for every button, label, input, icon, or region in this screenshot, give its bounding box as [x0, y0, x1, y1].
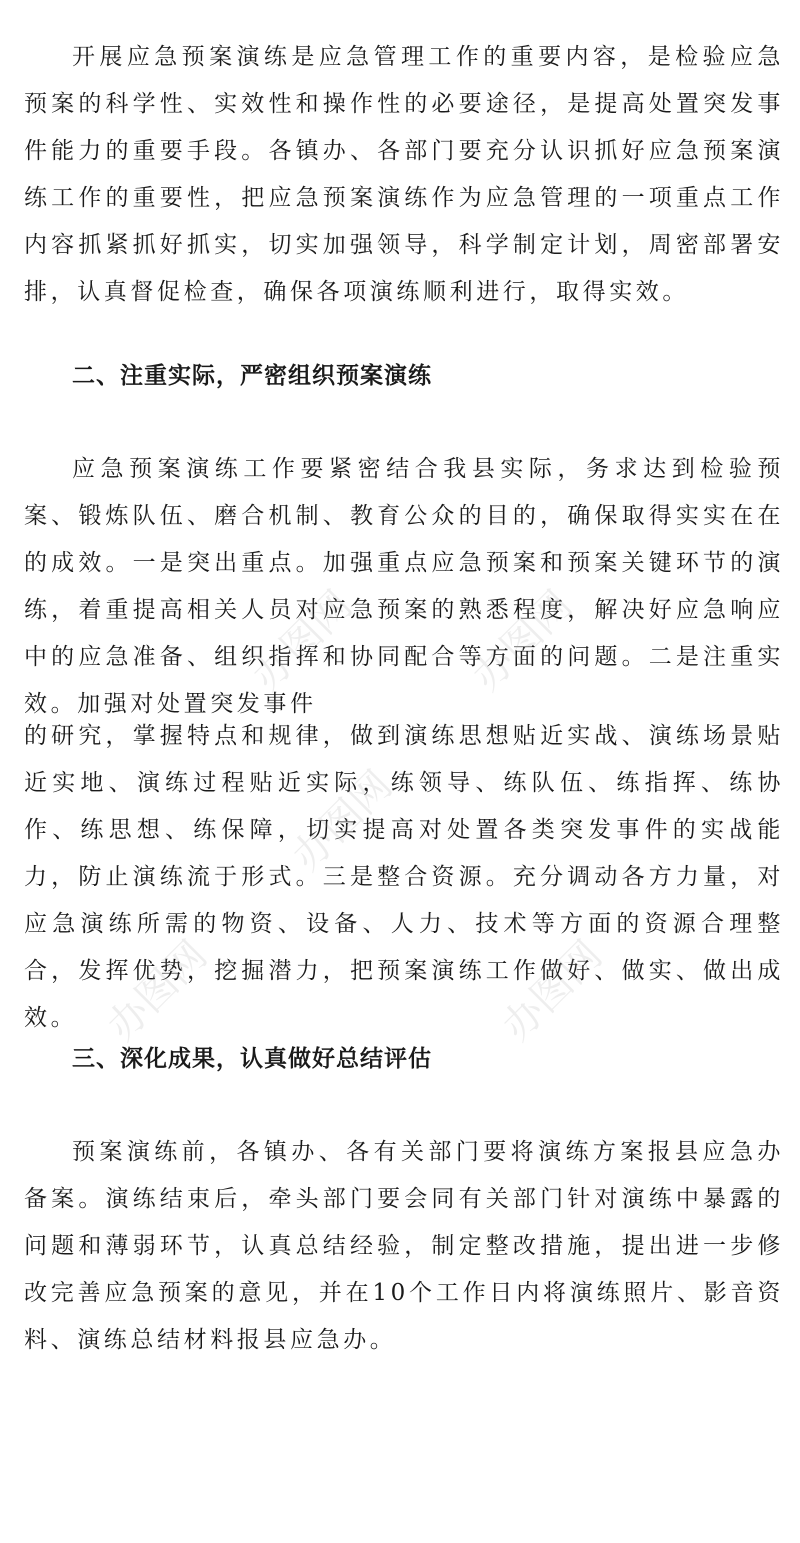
watermark-text: 办图网 — [243, 582, 362, 700]
section-heading-2: 二、注重实际，严密组织预案演练 — [72, 363, 432, 389]
watermark-text: 办图网 — [283, 762, 402, 880]
watermark-text: 办图网 — [463, 582, 582, 700]
watermark-text: 办图网 — [493, 932, 612, 1050]
paragraph-2-part-1: 应急预案演练工作要紧密结合我县实际，务求达到检验预案、锻炼队伍、磨合机制、教育公众的目的，确保取得实实在在的成效。一是突出重点。加强重点应急预案和预案关键环节的演练，着重提高相关人员对应急预案的熟悉程度，解决好应急响应中的应急准备、组织指挥和协同配合等方面的问题。二是注重实效。加强对处置突发事件 — [24, 456, 784, 717]
section-heading-3: 三、深化成果，认真做好总结评估 — [72, 1046, 432, 1072]
paragraph-3: 预案演练前，各镇办、各有关部门要将演练方案报县应急办备案。演练结束后，牵头部门要会同有关部门针对演练中暴露的问题和薄弱环节，认真总结经验，制定整改措施，提出进一步修改完善应急预案的意见，并在10个工作日内将演练照片、影音资料、演练总结材料报县应急办。 — [24, 1139, 784, 1353]
paragraph-1: 开展应急预案演练是应急管理工作的重要内容，是检验应急预案的科学性、实效性和操作性的必要途径，是提高处置突发事件能力的重要手段。各镇办、各部门要充分认识抓好应急预案演练工作的重要性，把应急预案演练作为应急管理的一项重点工作内容抓紧抓好抓实，切实加强领导，科学制定计划，周密部署安排，认真督促检查，确保各项演练顺利进行，取得实效。 — [24, 44, 784, 305]
watermark-text: 办图网 — [98, 932, 217, 1050]
paragraph-2-part-2: 的研究，掌握特点和规律，做到演练思想贴近实战、演练场景贴近实地、演练过程贴近实际，练领导、练队伍、练指挥、练协作、练思想、练保障，切实提高对处置各类突发事件的实战能力，防止演练流于形式。三是整合资源。充分调动各方力量，对应急演练所需的物资、设备、人力、技术等方面的资源合理整合，发挥优势，挖掘潜力，把预案演练工作做好、做实、做出成效。 — [24, 723, 784, 1031]
